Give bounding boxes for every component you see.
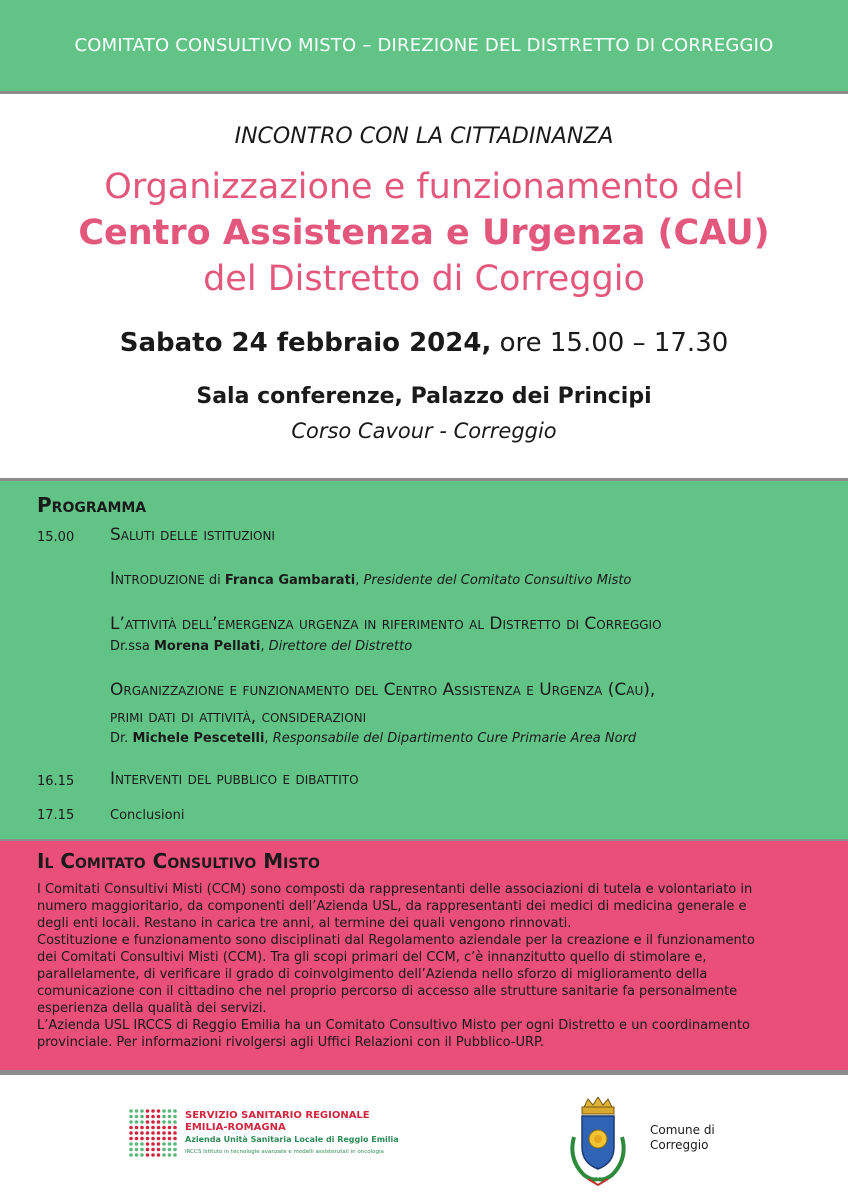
program-item: Introduzione di Franca Gambarati, Presidente del Comitato Consultivo Misto	[110, 569, 632, 589]
program-time: 15.00	[37, 530, 75, 545]
title-line-2: Centro Assistenza e Urgenza (CAU)	[78, 213, 770, 253]
ccm-title: Il Comitato Consultivo Misto	[37, 849, 320, 873]
program-item: Saluti delle istituzioni	[110, 525, 275, 545]
speaker-role: Presidente del Comitato Consultivo Misto	[363, 573, 632, 588]
event-venue: Sala conferenze, Palazzo dei Principi	[196, 384, 652, 409]
program-section	[0, 481, 848, 839]
speaker-name: Michele Pescetelli	[132, 731, 265, 746]
title-line-3: del Distretto di Correggio	[203, 259, 645, 299]
ssr-logo-icon	[128, 1108, 178, 1158]
ssr-logo-text: SERVIZIO SANITARIO REGIONALE EMILIA-ROMAGNA Azienda Unità Sanitaria Locale di Reggio Emilia IRCCS Istituto in tecnologie avanzate e modelli assistenziali in oncologia	[185, 1110, 399, 1155]
program-title: Programma	[37, 493, 147, 517]
footer	[0, 1075, 848, 1200]
program-item: Organizzazione e funzionamento del Centro Assistenza e Urgenza (Cau),	[110, 680, 656, 700]
event-date	[0, 328, 848, 358]
top-banner	[0, 0, 848, 91]
event-date-time: ore 15.00 – 17.30	[491, 328, 729, 358]
event-kicker: INCONTRO CON LA CITTADINANZA	[234, 124, 614, 149]
program-item-continued: primi dati di attività, considerazioni	[110, 707, 367, 727]
title-line-1: Organizzazione e funzionamento del	[104, 167, 744, 207]
ccm-description: I Comitati Consultivi Misti (CCM) sono composti da rappresentanti delle associazioni di tutela e volontariato in numero maggioritario, da componenti dell’Azienda USL, da rappresentanti dei medici di medicina generale e degli enti locali. Restano in carica tre anni, al termine dei quali vengono rinnovati. Costituzione e funzionamento sono disciplinati dal Regolamento aziendale per la creazione e il funzionamento dei Comitati Consultivi Misti (CCM). Tra gli scopi primari del CCM, c’è innanzitutto quello di stimolare e, parallelamente, di verificare il grado di coinvolgimento dell’Azienda nello sforzo di miglioramento della comunicazione con il cittadino che nel proprio percorso di accesso alle strutture sanitarie fa personalmente esperienza della qualità dei servizi. L’Azienda USL IRCCS di Reggio Emilia ha un Comitato Consultivo Misto per ogni Distretto e un coordinamento provinciale. Per informazioni rivolgersi agli Uffici Relazioni con il Pubblico-URP.	[37, 882, 755, 1050]
program-item: Interventi del pubblico e dibattito	[110, 769, 359, 789]
speaker-role: Responsabile del Dipartimento Cure Primarie Area Nord	[272, 731, 637, 746]
ccm-section	[0, 841, 848, 1070]
organization-heading: COMITATO CONSULTIVO MISTO – DIREZIONE DEL DISTRETTO DI CORREGGIO	[74, 35, 774, 56]
program-item: Conclusioni	[110, 808, 185, 823]
program-speaker: Dr.ssa Morena Pellati, Direttore del Distretto	[110, 639, 413, 654]
speaker-role: Direttore del Distretto	[268, 639, 413, 654]
correggio-crest-icon	[562, 1097, 634, 1187]
event-header	[0, 94, 848, 478]
speaker-name: Morena Pellati	[153, 639, 261, 654]
program-time: 17.15	[37, 808, 75, 823]
event-address: Corso Cavour - Correggio	[291, 419, 557, 443]
comune-label: Comune di Correggio	[650, 1123, 715, 1152]
speaker-name: Franca Gambarati	[224, 573, 356, 588]
event-date-day: Sabato 24 febbraio 2024,	[119, 328, 492, 358]
program-item: L’attività dell’emergenza urgenza in riferimento al Distretto di Correggio	[110, 614, 662, 634]
program-speaker: Dr. Michele Pescetelli, Responsabile del Dipartimento Cure Primarie Area Nord	[110, 731, 637, 746]
program-time: 16.15	[37, 774, 75, 789]
event-title	[0, 164, 848, 302]
